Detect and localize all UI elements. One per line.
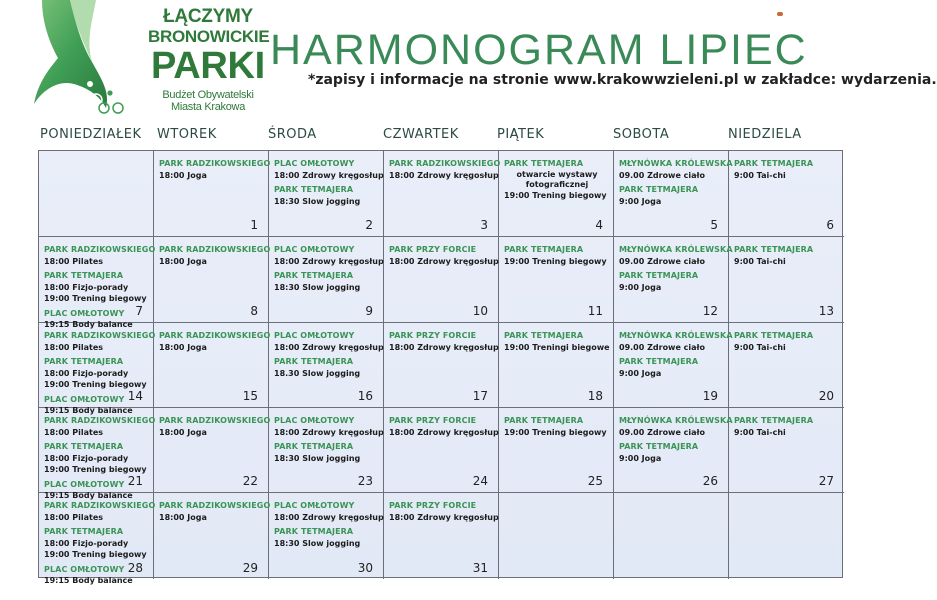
day-number: 27	[818, 474, 834, 488]
logo-line-5: Miasta Krakowa	[170, 101, 246, 113]
calendar-day-cell	[269, 493, 384, 579]
day-number: 15	[242, 389, 258, 403]
event-location: PARK TETMAJERA	[619, 357, 699, 366]
event-activity: 18:00 Pilates	[44, 256, 104, 266]
event-location: MŁYNÓWKA KRÓLEWSKA	[619, 159, 733, 168]
calendar-day-cell	[269, 408, 384, 493]
day-number: 2	[365, 218, 373, 232]
event-location: PARK RADZIKOWSKIEGO	[159, 159, 271, 168]
calendar-day-cell	[154, 151, 269, 237]
event-location: PARK RADZIKOWSKIEGO	[389, 159, 501, 168]
day-events	[44, 330, 156, 417]
event-activity: 19:15 Body balance	[44, 491, 133, 500]
day-events	[734, 158, 841, 181]
day-events	[619, 330, 733, 379]
event-activity: 19:00 Trening biegowy	[504, 256, 607, 266]
logo-line-1: ŁĄCZYMY	[163, 6, 253, 27]
event-location: PARK TETMAJERA	[619, 271, 699, 280]
event-location: PLAC OMŁOTOWY	[274, 331, 355, 340]
day-number: 14	[127, 389, 143, 403]
event-location: PARK TETMAJERA	[274, 185, 354, 194]
event-activity: 18:00 Joga	[159, 170, 207, 180]
day-number: 26	[702, 474, 718, 488]
event-activity: 18:00 Pilates	[44, 342, 104, 352]
event-location: MŁYNÓWKA KRÓLEWSKA	[619, 245, 733, 254]
calendar-day-cell	[384, 323, 499, 408]
day-header-monday: PONIEDZIAŁEK	[40, 127, 142, 142]
day-events	[504, 158, 610, 201]
calendar-day-cell	[729, 408, 844, 493]
day-events	[389, 330, 499, 353]
day-number: 23	[357, 474, 373, 488]
event-location: PARK RADZIKOWSKIEGO	[44, 501, 156, 510]
event-location: PLAC OMŁOTOWY	[274, 416, 355, 425]
event-activity: 18:30 Slow jogging	[274, 538, 361, 548]
event-location: PARK PRZY FORCIE	[389, 416, 477, 425]
day-events	[44, 244, 156, 331]
day-number: 13	[818, 304, 834, 318]
day-number: 6	[826, 218, 834, 232]
event-activity: 18:00 Fizjo-porady	[44, 538, 129, 548]
event-location: PLAC OMŁOTOWY	[44, 394, 125, 404]
calendar-day-cell	[269, 151, 384, 237]
day-events	[159, 415, 271, 438]
calendar-day-cell	[384, 408, 499, 493]
event-activity: 18:00 Fizjo-porady	[44, 368, 129, 378]
day-events	[159, 158, 271, 181]
day-number: 5	[710, 218, 718, 232]
calendar-day-cell	[729, 493, 844, 579]
calendar-day-cell	[614, 151, 733, 237]
event-activity: 9:00 Joga	[619, 453, 662, 463]
logo-line-3: PARKI	[151, 45, 265, 87]
event-activity: 18:00 Joga	[159, 427, 207, 437]
calendar-day-cell	[499, 151, 614, 237]
event-activity: 19:15 Body balance	[44, 576, 133, 585]
calendar-grid	[38, 150, 843, 585]
event-location: PARK PRZY FORCIE	[389, 331, 477, 340]
event-activity: 19:00 Trening biegowy	[504, 427, 607, 437]
day-events	[389, 500, 499, 523]
day-number: 24	[472, 474, 488, 488]
day-number: 20	[818, 389, 834, 403]
page-title: HARMONOGRAM LIPIEC	[270, 26, 808, 74]
event-activity: 18:00 Zdrowy kręgosłup	[274, 342, 384, 352]
calendar-day-cell	[384, 151, 499, 237]
event-location: PLAC OMŁOTOWY	[44, 479, 125, 489]
day-number: 31	[472, 561, 488, 575]
day-header-wednesday: ŚRODA	[268, 127, 317, 142]
event-location: PLAC OMŁOTOWY	[274, 159, 355, 168]
event-activity: 18:00 Zdrowy kręgosłup	[274, 512, 384, 522]
calendar-day-cell	[499, 323, 614, 408]
event-activity: 09.00 Zdrowe ciało	[619, 170, 706, 180]
day-events	[619, 158, 733, 207]
day-number: 25	[587, 474, 603, 488]
calendar-day-cell	[269, 237, 384, 323]
event-location: PARK TETMAJERA	[274, 527, 354, 536]
day-events	[389, 415, 499, 438]
event-activity: 9:00 Tai-chi	[734, 342, 786, 352]
day-header-saturday: SOBOTA	[613, 127, 670, 142]
day-number: 29	[242, 561, 258, 575]
calendar-day-cell	[154, 237, 269, 323]
event-activity: 18:30 Slow jogging	[274, 282, 361, 292]
event-activity: 18:00 Zdrowy kręgosłup	[389, 342, 499, 352]
day-number: 17	[472, 389, 488, 403]
day-events	[734, 244, 841, 267]
day-events	[44, 415, 156, 502]
event-activity: 09.00 Zdrowe ciało	[619, 427, 706, 437]
event-location: PARK TETMAJERA	[504, 416, 584, 425]
calendar-day-cell	[614, 493, 729, 579]
day-events	[159, 330, 271, 353]
day-header-sunday: NIEDZIELA	[728, 127, 802, 142]
event-activity: 18:00 Joga	[159, 256, 207, 266]
event-activity: 19:00 Trening biegowy	[44, 550, 147, 559]
calendar-day-cell	[39, 323, 156, 415]
calendar-day-cell	[729, 237, 844, 323]
day-number: 7	[135, 304, 143, 318]
event-activity: 18:00 Zdrowy kręgosłup	[274, 427, 384, 437]
day-events	[504, 415, 610, 438]
event-location: PARK RADZIKOWSKIEGO	[44, 245, 156, 254]
event-activity: 18:00 Zdrowy kręgosłup	[274, 170, 384, 180]
event-activity: 18:00 Fizjo-porady	[44, 282, 129, 292]
event-activity: 9:00 Tai-chi	[734, 170, 786, 180]
event-activity: 19:00 Trening biegowy	[504, 190, 607, 200]
event-activity: 18:00 Joga	[159, 512, 207, 522]
event-location: PARK TETMAJERA	[619, 185, 699, 194]
event-activity: 9:00 Tai-chi	[734, 427, 786, 437]
event-location: PARK RADZIKOWSKIEGO	[159, 501, 271, 510]
day-events	[504, 244, 610, 267]
day-number: 19	[702, 389, 718, 403]
event-location: PLAC OMŁOTOWY	[44, 308, 125, 318]
day-number: 16	[357, 389, 373, 403]
calendar-day-cell	[154, 323, 269, 408]
day-events	[274, 415, 384, 464]
event-location: PARK TETMAJERA	[734, 331, 814, 340]
day-number: 30	[357, 561, 373, 575]
event-activity: 18.30 Slow jogging	[274, 368, 361, 378]
day-events	[274, 158, 384, 207]
event-location: PLAC OMŁOTOWY	[274, 501, 355, 510]
calendar-day-cell	[154, 408, 269, 493]
calendar-day-cell	[39, 151, 154, 237]
event-location: PLAC OMŁOTOWY	[274, 245, 355, 254]
subtitle-note: *zapisy i informacje na stronie www.krakowwzieleni.pl w zakładce: wydarzenia.	[308, 72, 937, 88]
event-activity: otwarcie wystawy fotograficznej	[516, 169, 598, 189]
day-events	[734, 415, 841, 438]
day-number: 21	[127, 474, 143, 488]
event-activity: 18:00 Zdrowy kręgosłup	[389, 256, 499, 266]
event-activity: 19:00 Trening biegowy	[44, 465, 147, 474]
event-location: PARK RADZIKOWSKIEGO	[44, 416, 156, 425]
event-location: PARK TETMAJERA	[274, 442, 354, 451]
event-location: PARK TETMAJERA	[734, 416, 814, 425]
calendar-day-cell	[614, 323, 733, 408]
calendar-day-cell	[614, 408, 733, 493]
day-number: 9	[365, 304, 373, 318]
event-location: PARK TETMAJERA	[44, 357, 124, 366]
event-location: PARK TETMAJERA	[274, 357, 354, 366]
event-activity: 18:30 Slow jogging	[274, 453, 361, 463]
event-activity: 19:00 Trening biegowy	[44, 380, 147, 389]
event-location: PARK TETMAJERA	[44, 442, 124, 451]
day-number: 4	[595, 218, 603, 232]
day-number: 18	[587, 389, 603, 403]
calendar-day-cell	[614, 237, 733, 323]
event-activity: 18:00 Zdrowy kręgosłup	[389, 427, 499, 437]
event-activity: 09.00 Zdrowe ciało	[619, 256, 706, 266]
day-events	[274, 244, 384, 293]
event-location: PARK TETMAJERA	[619, 442, 699, 451]
calendar-day-cell	[154, 493, 269, 579]
calendar-day-cell	[39, 493, 156, 585]
day-events	[504, 330, 610, 353]
day-number: 28	[127, 561, 143, 575]
day-header-friday: PIĄTEK	[497, 127, 545, 142]
event-activity: 19:15 Body balance	[44, 320, 133, 329]
event-activity: 18:00 Fizjo-porady	[44, 453, 129, 463]
day-events	[734, 330, 841, 353]
event-activity: 18:00 Zdrowy kręgosłup	[389, 170, 499, 180]
event-location: PARK PRZY FORCIE	[389, 501, 477, 510]
decorative-dot	[777, 12, 783, 16]
event-location: MŁYNÓWKA KRÓLEWSKA	[619, 331, 733, 340]
calendar-day-cell	[384, 237, 499, 323]
event-location: PARK TETMAJERA	[44, 271, 124, 280]
day-number: 3	[480, 218, 488, 232]
logo-line-2: BRONOWICKIE	[148, 27, 270, 46]
event-activity: 19:15 Body balance	[44, 406, 133, 415]
event-activity: 18:00 Zdrowy kręgosłup	[274, 256, 384, 266]
event-activity: 18:00 Zdrowy kręgosłup	[389, 512, 499, 522]
event-activity: 9:00 Joga	[619, 282, 662, 292]
day-events	[389, 158, 501, 181]
day-header-thursday: CZWARTEK	[383, 127, 459, 142]
day-events	[159, 244, 271, 267]
event-location: PARK TETMAJERA	[274, 271, 354, 280]
day-header-tuesday: WTOREK	[157, 127, 217, 142]
event-activity: 9:00 Joga	[619, 368, 662, 378]
calendar-day-cell	[269, 323, 384, 408]
event-location: PLAC OMŁOTOWY	[44, 564, 125, 574]
event-location: PARK TETMAJERA	[44, 527, 124, 536]
calendar-day-cell	[499, 408, 614, 493]
event-activity: 19:00 Trening biegowy	[44, 294, 147, 303]
event-activity: 9:00 Joga	[619, 196, 662, 206]
day-events	[619, 244, 733, 293]
calendar-day-cell	[499, 493, 614, 579]
day-number: 12	[702, 304, 718, 318]
day-number: 22	[242, 474, 258, 488]
event-activity: 18:30 Slow jogging	[274, 196, 361, 206]
day-events	[619, 415, 733, 464]
calendar-day-cell	[384, 493, 499, 579]
event-activity: 18:00 Joga	[159, 342, 207, 352]
calendar-day-cell	[39, 408, 156, 500]
day-number: 1	[250, 218, 258, 232]
logo-line-4: Budżet Obywatelski	[162, 89, 254, 101]
event-location: PARK TETMAJERA	[504, 331, 584, 340]
event-location: PARK RADZIKOWSKIEGO	[159, 331, 271, 340]
event-location: PARK TETMAJERA	[504, 159, 584, 168]
day-events	[274, 330, 384, 379]
event-location: PARK TETMAJERA	[734, 159, 814, 168]
event-activity: 09.00 Zdrowe ciało	[619, 342, 706, 352]
event-location: MŁYNÓWKA KRÓLEWSKA	[619, 416, 733, 425]
day-events	[159, 500, 271, 523]
day-number: 8	[250, 304, 258, 318]
event-location: PARK RADZIKOWSKIEGO	[159, 416, 271, 425]
calendar-day-cell	[499, 237, 614, 323]
day-number: 10	[472, 304, 488, 318]
event-location: PARK RADZIKOWSKIEGO	[159, 245, 271, 254]
event-location: PARK PRZY FORCIE	[389, 245, 477, 254]
logo	[30, 0, 270, 125]
day-events	[389, 244, 499, 267]
calendar-day-cell	[39, 237, 156, 329]
event-location: PARK TETMAJERA	[734, 245, 814, 254]
day-number: 11	[587, 304, 603, 318]
calendar-day-cell	[729, 323, 844, 408]
event-activity: 19:00 Treningi biegowe	[504, 342, 610, 352]
calendar-day-cell	[729, 151, 844, 237]
day-events	[274, 500, 384, 549]
event-activity: 18:00 Pilates	[44, 512, 104, 522]
event-location: PARK TETMAJERA	[504, 245, 584, 254]
event-activity: 9:00 Tai-chi	[734, 256, 786, 266]
event-activity: 18:00 Pilates	[44, 427, 104, 437]
event-location: PARK RADZIKOWSKIEGO	[44, 331, 156, 340]
